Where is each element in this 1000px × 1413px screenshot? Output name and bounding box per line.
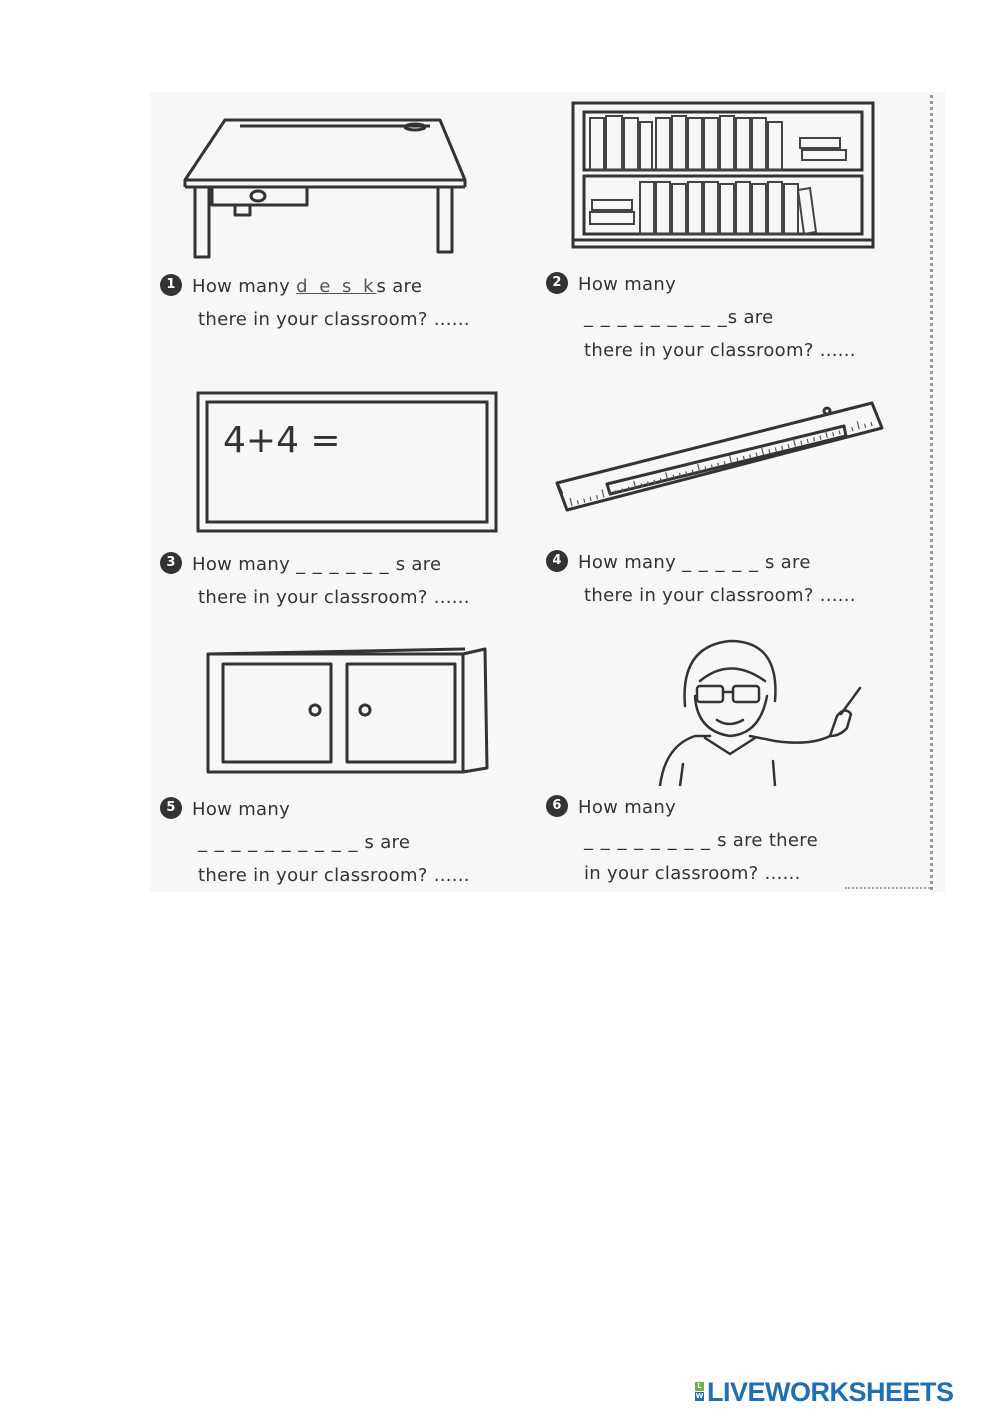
board-text: 4+4 = — [223, 420, 341, 461]
cupboard-picture — [205, 646, 490, 776]
question-6: 6 How many _ _ _ _ _ _ _ _ s are there in your classroom? ...... — [546, 791, 818, 890]
board-picture — [195, 390, 500, 535]
answer-dots[interactable]: ...... — [764, 863, 801, 884]
logo-mark-icon: L W — [695, 1382, 704, 1400]
cut-line-bottom — [845, 887, 930, 889]
question-number: 6 — [546, 795, 568, 817]
cut-line — [930, 95, 933, 890]
question-4: 4 How many _ _ _ _ _ s are there in your classroom? ...... — [546, 546, 856, 612]
question-2: 2 How many _ _ _ _ _ _ _ _ _s are there in your classroom? ...... — [546, 268, 856, 367]
question-3: 3 How many _ _ _ _ _ _ s are there in your classroom? ...... — [160, 548, 470, 614]
question-1: 1 How many d e s ks are there in your classroom? ...... — [160, 270, 470, 336]
word-blank[interactable]: _ _ _ _ _ _ — [296, 554, 390, 575]
word-blank[interactable]: _ _ _ _ _ — [682, 552, 759, 573]
question-5: 5 How many _ _ _ _ _ _ _ _ _ _ s are there in your classroom? ...... — [160, 793, 470, 892]
brand-name: LIVEWORKSHEETS — [707, 1376, 954, 1407]
ruler-picture — [552, 398, 887, 518]
answer-dots[interactable]: ...... — [433, 587, 470, 608]
answer-example: d e s k — [296, 276, 377, 297]
question-number: 1 — [160, 274, 182, 296]
answer-dots[interactable]: ...... — [819, 585, 856, 606]
word-blank[interactable]: _ _ _ _ _ _ _ _ _ _ — [198, 832, 359, 853]
question-number: 5 — [160, 797, 182, 819]
bookshelf-picture — [570, 100, 880, 250]
word-blank[interactable]: _ _ _ _ _ _ _ _ _ — [584, 307, 728, 328]
question-number: 4 — [546, 550, 568, 572]
desk-picture — [180, 112, 470, 260]
question-number: 2 — [546, 272, 568, 294]
teacher-picture — [655, 636, 875, 786]
liveworksheets-logo[interactable] — [695, 1376, 954, 1408]
question-number: 3 — [160, 552, 182, 574]
answer-dots[interactable]: ...... — [819, 340, 856, 361]
word-blank[interactable]: _ _ _ _ _ _ _ _ — [584, 830, 712, 851]
answer-dots[interactable]: ...... — [433, 309, 470, 330]
answer-dots[interactable]: ...... — [433, 865, 470, 886]
